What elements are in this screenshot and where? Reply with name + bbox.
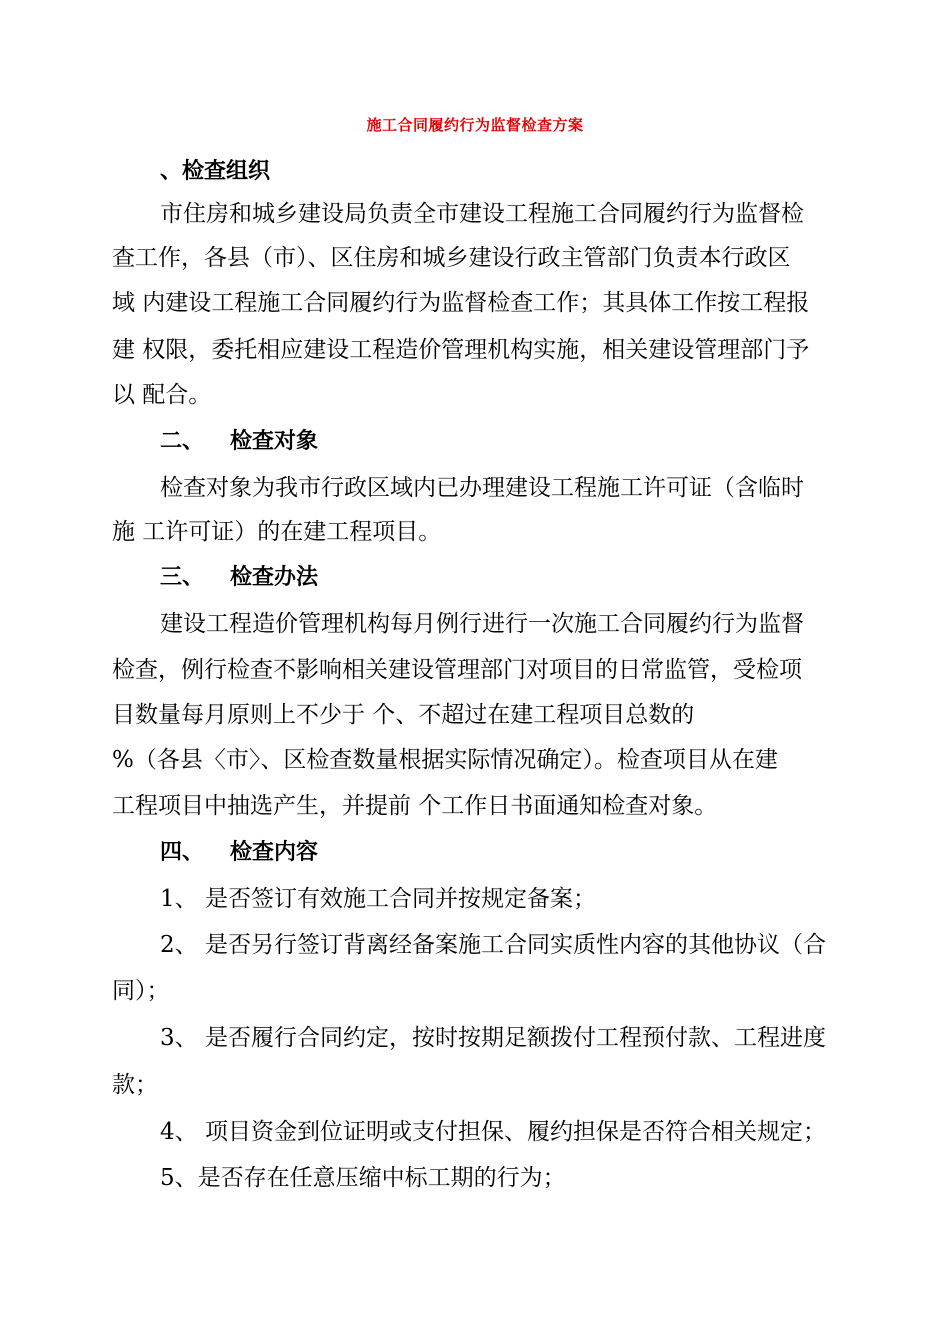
list-item-continuation: 同）； xyxy=(112,978,170,1004)
section-heading-content xyxy=(160,839,318,867)
paragraph-line: 查工作，各县（市）、区住房和城乡建设行政主管部门负责本行政区 xyxy=(112,245,791,271)
paragraph-line: 检查，例行检查不影响相关建设管理部门对项目的日常监管，受检项 xyxy=(112,657,802,683)
paragraph-line: 工程项目中抽选产生，并提前 个工作日书面通知检查对象。 xyxy=(112,793,718,819)
list-item: 4、 项目资金到位证明或支付担保、履约担保是否符合相关规定； xyxy=(160,1119,826,1145)
section-number: 三、 xyxy=(160,565,205,590)
section-heading-text: 检查对象 xyxy=(230,429,319,454)
section-number: 二、 xyxy=(160,429,205,454)
section-heading-organization: 、检查组织 xyxy=(160,159,271,184)
paragraph-line: 检查对象为我市行政区域内已办理建设工程施工许可证（含临时 xyxy=(160,475,804,501)
list-item: 5、是否存在任意压缩中标工期的行为； xyxy=(160,1165,566,1191)
section-number: 四、 xyxy=(160,840,205,865)
paragraph-line: 施 工许可证）的在建工程项目。 xyxy=(112,519,442,545)
paragraph-line: 域 内建设工程施工合同履约行为监督检查工作；其具体工作按工程报 xyxy=(112,290,810,316)
section-heading-text: 检查办法 xyxy=(230,565,319,590)
document-title: 施工合同履约行为监督检查方案 xyxy=(366,116,584,134)
section-heading-methods xyxy=(160,564,318,592)
section-heading-text: 检查内容 xyxy=(230,840,319,865)
section-heading-targets xyxy=(160,428,318,456)
paragraph-line: 以 配合。 xyxy=(112,382,212,408)
paragraph-line: 市住房和城乡建设局负责全市建设工程施工合同履约行为监督检 xyxy=(160,201,804,227)
paragraph-line: 建设工程造价管理机构每月例行进行一次施工合同履约行为监督 xyxy=(160,611,804,637)
paragraph-line: 目数量每月原则上不少于 个、不超过在建工程项目总数的 xyxy=(112,702,695,728)
list-item-continuation: 款； xyxy=(112,1072,158,1098)
paragraph-line: 建 权限，委托相应建设工程造价管理机构实施，相关建设管理部门予 xyxy=(112,337,810,363)
list-item: 3、 是否履行合同约定，按时按期足额拨付工程预付款、工程进度 xyxy=(160,1025,826,1051)
list-item: 1、 是否签订有效施工合同并按规定备案； xyxy=(160,886,596,912)
list-item: 2、 是否另行签订背离经备案施工合同实质性内容的其他协议（合 xyxy=(160,932,826,958)
paragraph-line: %（各县〈市〉、区检查数量根据实际情况确定）。检查项目从在建 xyxy=(112,747,778,773)
